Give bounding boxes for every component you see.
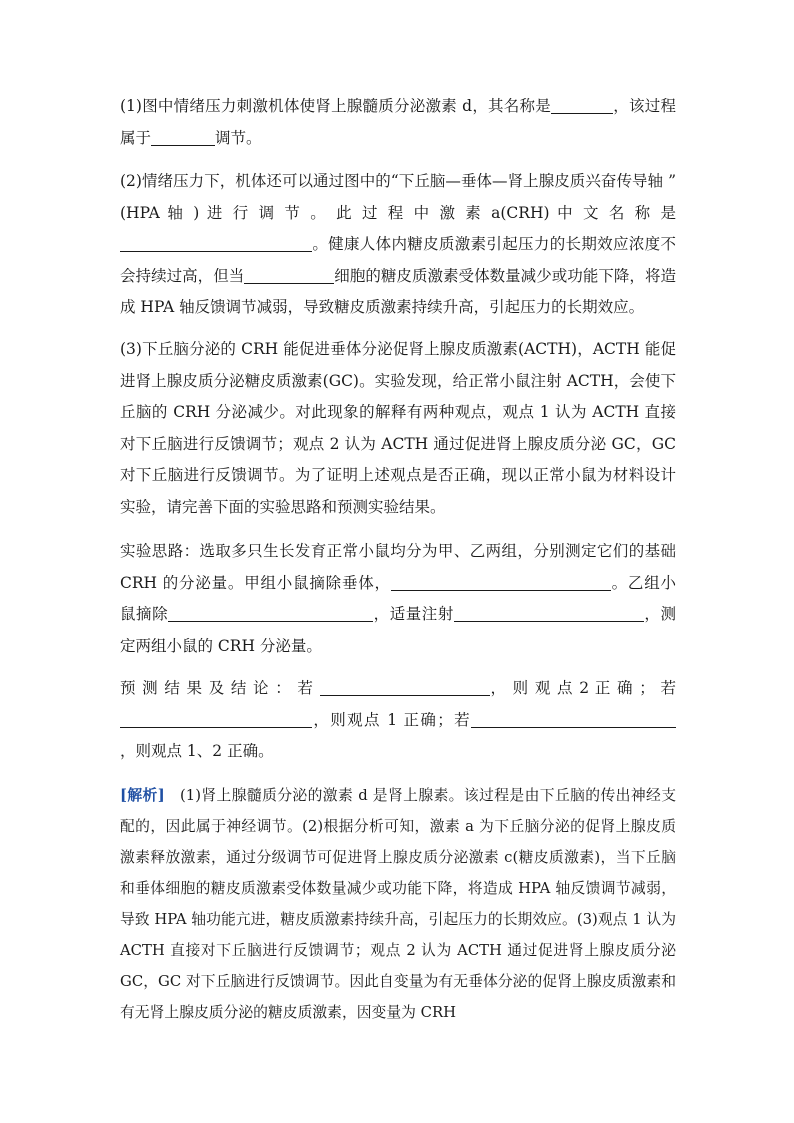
answer-blank: [120, 233, 312, 252]
q2-text-b: 。健康人体内糖皮质激素引起压力的长期效应浓度不会持续过高，但当: [120, 235, 676, 285]
predict-text-b: ， 则 观 点 2 正 确 ； 若: [489, 679, 677, 697]
idea-text-c: ，适量注射: [373, 605, 454, 623]
q2-text-c: 细胞的糖皮质激素受体数量减少或功能下降，将造成 HPA 轴反馈调节减弱，导致糖皮质激素持续升高，引起压力的长期效应。: [120, 266, 676, 316]
answer-blank: [244, 265, 334, 284]
analysis-text: (1)肾上腺髓质分泌的激素 d 是肾上腺素。该过程是由下丘脑的传出神经支配的，因此属于神经调节。(2)根据分析可知，激素 a 为下丘脑分泌的促肾上腺皮质激素释放激素，通过分级调节可促进肾上腺皮质分泌激素 c(糖皮质激素)，当下丘脑和垂体细胞的糖皮质激素受体数量减少或功能下降，将造成 HPA 轴反馈调节减弱，导致 HPA 轴功能亢进，糖皮质激素持续升高，引起压力的长期效应。(3)观点 1 认为 ACTH 直接对下丘脑进行反馈调节；观点 2 认为 ACTH 通过促进肾上腺皮质分泌 GC，GC 对下丘脑进行反馈调节。因此自变量为有无垂体分泌的促肾上腺皮质激素和有无肾上腺皮质分泌的糖皮质激素，因变量为 CRH: [120, 787, 676, 1021]
question-1: [120, 91, 676, 154]
answer-blank: [168, 603, 373, 622]
q3-text: (3)下丘脑分泌的 CRH 能促进垂体分泌促肾上腺皮质激素(ACTH)，ACTH 能促进肾上腺皮质分泌糖皮质激素(GC)。实验发现，给正常小鼠注射 ACTH，会使下丘脑的 CRH 分泌减少。对此现象的解释有两种观点，观点 1 认为 ACTH 直接对下丘脑进行反馈调节；观点 2 认为 ACTH 通过促进肾上腺皮质分泌 GC，GC 对下丘脑进行反馈调节。为了证明上述观点是否正确，现以正常小鼠为材料设计实验，请完善下面的实验思路和预测实验结果。: [120, 340, 676, 516]
q1-text-c: 调节。: [215, 128, 262, 147]
predict-text-d: ，则观点 1、2 正确。: [120, 742, 274, 760]
idea-text-b: 。乙组小鼠摘除: [120, 573, 676, 623]
answer-blank: [320, 677, 490, 696]
q2-text-a: (2)情绪压力下，机体还可以通过图中的“下丘脑—垂体—肾上腺皮质兴奋传导轴 ” (HPA 轴 ) 进 行 调 节 。 此 过 程 中 激 素 a(CRH) 中 文 名 称 是: [120, 172, 676, 222]
answer-blank: [551, 95, 613, 114]
answer-blank: [391, 572, 611, 591]
experiment-idea: [120, 536, 676, 662]
idea-text-d: ，测定两组小鼠的 CRH 分泌量。: [120, 605, 676, 655]
answer-blank: [151, 127, 215, 146]
predict-text-c: ，则观点 1 正确；若: [312, 710, 471, 729]
q1-text-a: (1)图中情绪压力刺激机体使肾上腺髓质分泌激素 d，其名称是: [120, 97, 552, 115]
answer-blank: [120, 709, 312, 728]
idea-text-a: 实验思路：选取多只生长发育正常小鼠均分为甲、乙两组，分别测定它们的基础 CRH 的分泌量。甲组小鼠摘除垂体，: [120, 542, 676, 592]
prediction: [120, 673, 676, 768]
analysis-tag: [解析]: [120, 787, 165, 804]
predict-text-a: 预 测 结 果 及 结 论 ： 若: [120, 679, 314, 697]
q1-text-b: ，该过程属于: [120, 97, 676, 147]
answer-blank: [454, 603, 644, 622]
answer-blank: [471, 709, 676, 728]
question-3: [120, 334, 676, 523]
analysis-section: [120, 780, 676, 1028]
question-2: [120, 166, 676, 324]
